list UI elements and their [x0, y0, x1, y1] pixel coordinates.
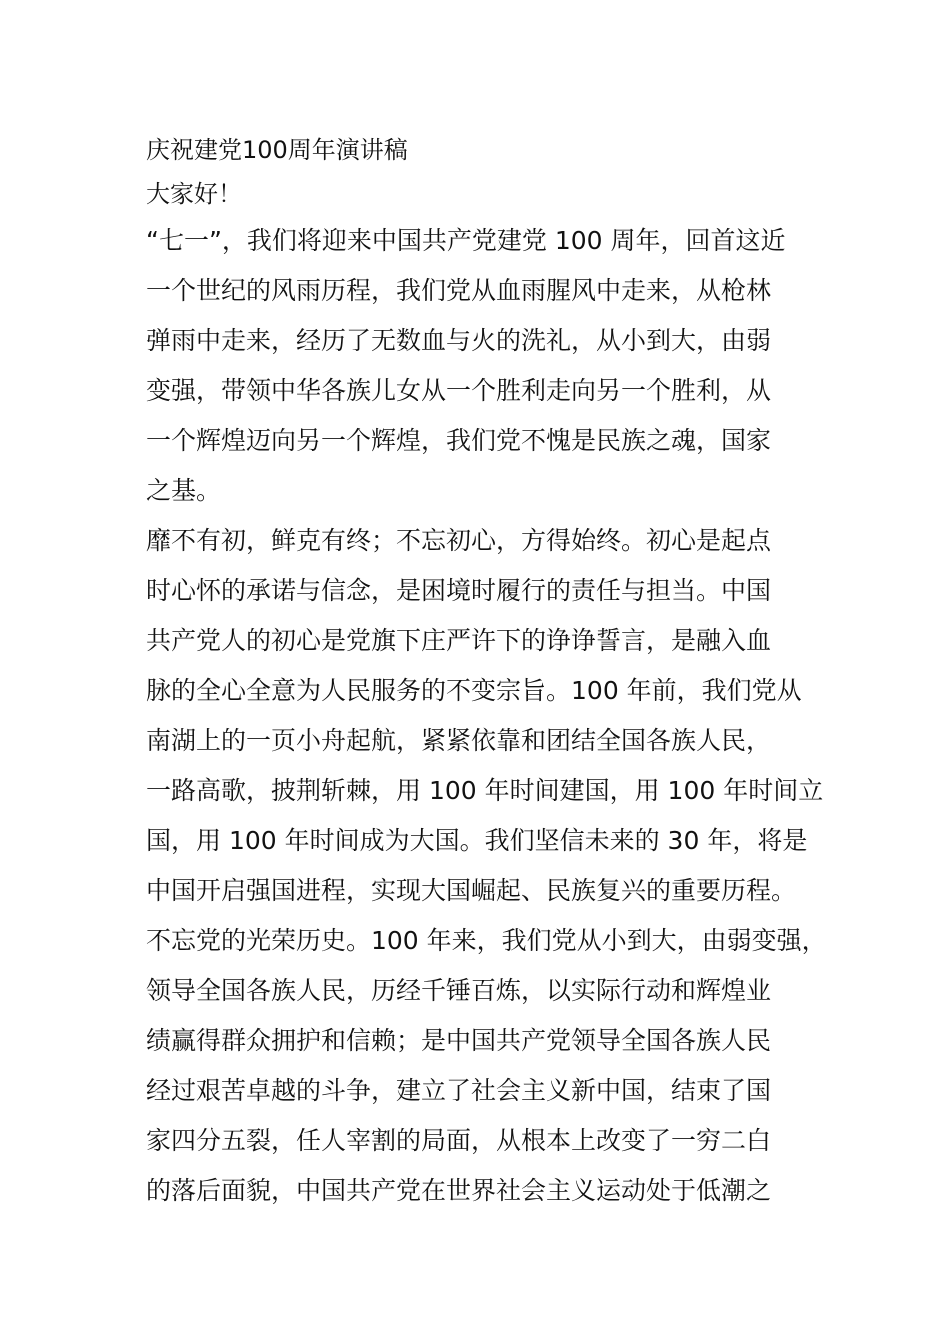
text-line: 的落后面貌，中国共产党在世界社会主义运动处于低潮之 — [146, 1176, 772, 1205]
text-line: 变强，带领中华各族儿女从一个胜利走向另一个胜利，从 — [146, 376, 772, 405]
text-line: 家四分五裂，任人宰割的局面，从根本上改变了一穷二白 — [146, 1126, 772, 1155]
document-title: 庆祝建党100周年演讲稿 — [146, 136, 408, 164]
text-line: 时心怀的承诺与信念，是困境时履行的责任与担当。中国 — [146, 576, 772, 605]
document-body — [146, 128, 836, 1216]
text-line: 国，用 100 年时间成为大国。我们坚信未来的 30 年，将是 — [146, 826, 808, 855]
text-line: “七一”，我们将迎来中国共产党建党 100 周年，回首这近 — [146, 226, 786, 255]
text-line: 领导全国各族人民，历经千锤百炼，以实际行动和辉煌业 — [146, 976, 772, 1005]
text-line: 绩赢得群众拥护和信赖；是中国共产党领导全国各族人民 — [146, 1026, 772, 1055]
text-line: 弹雨中走来，经历了无数血与火的洗礼，从小到大，由弱 — [146, 326, 772, 355]
text-line: 之基。 — [146, 476, 222, 505]
text-line: 一路高歌，披荆斩棘，用 100 年时间建国，用 100 年时间立 — [146, 776, 824, 805]
greeting: 大家好！ — [146, 180, 242, 208]
text-line: 南湖上的一页小舟起航，紧紧依靠和团结全国各族人民， — [146, 726, 772, 755]
text-line: 一个世纪的风雨历程，我们党从血雨腥风中走来，从枪林 — [146, 276, 772, 305]
text-line: 一个辉煌迈向另一个辉煌，我们党不愧是民族之魂，国家 — [146, 426, 772, 455]
text-line: 脉的全心全意为人民服务的不变宗旨。100 年前，我们党从 — [146, 676, 802, 705]
text-line: 共产党人的初心是党旗下庄严许下的诤诤誓言，是融入血 — [146, 626, 772, 655]
text-line: 靡不有初，鲜克有终；不忘初心，方得始终。初心是起点 — [146, 526, 772, 555]
text-line: 不忘党的光荣历史。100 年来，我们党从小到大，由弱变强， — [146, 926, 827, 955]
text-line: 中国开启强国进程，实现大国崛起、民族复兴的重要历程。 — [146, 876, 797, 905]
text-line: 经过艰苦卓越的斗争，建立了社会主义新中国，结束了国 — [146, 1076, 772, 1105]
